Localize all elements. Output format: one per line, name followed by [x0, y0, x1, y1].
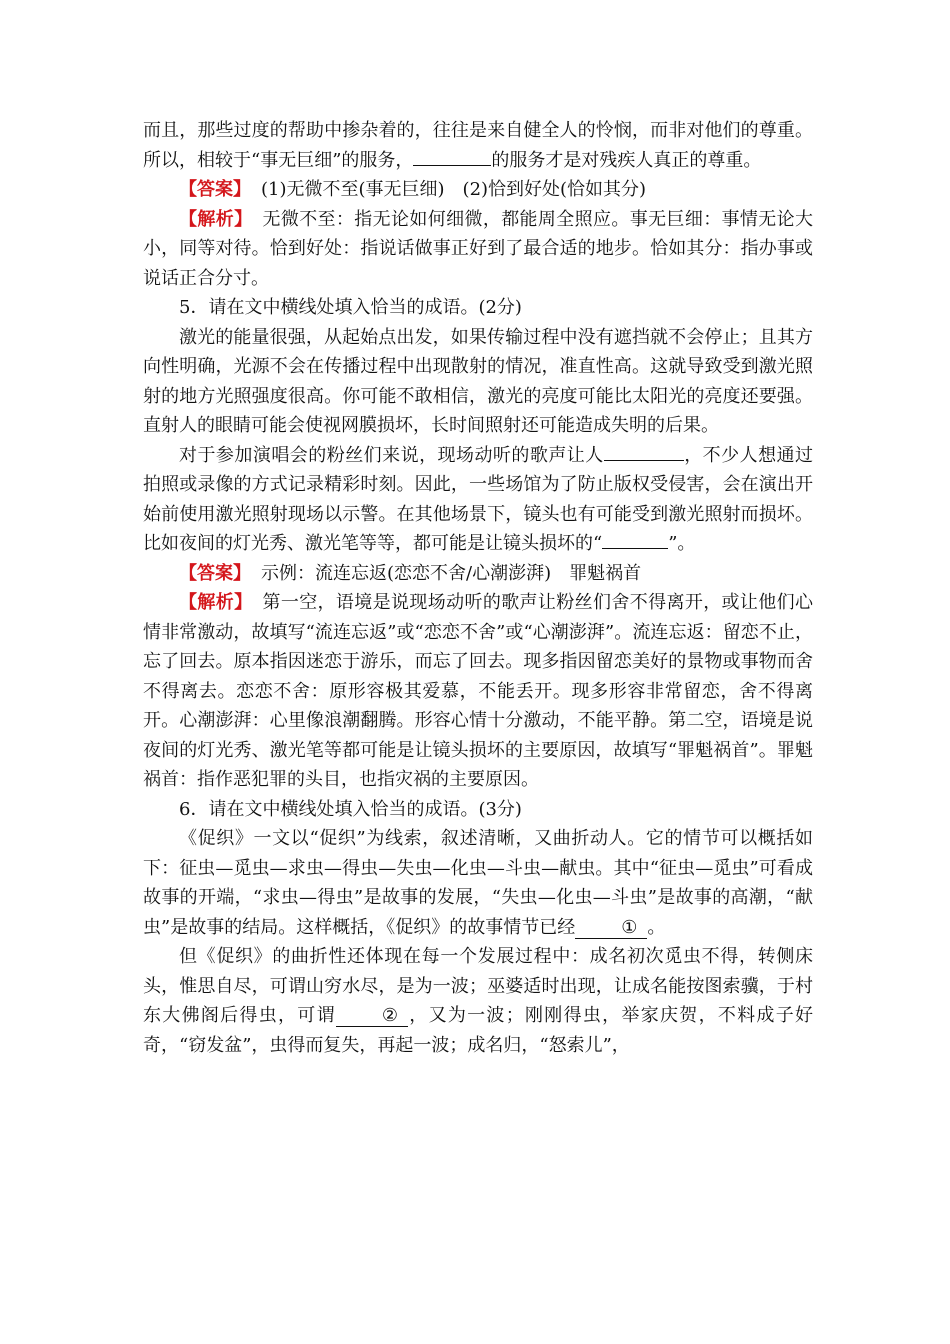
answer-tag: 【答案】: [179, 179, 251, 200]
q5-title: 5．请在文中横线处填入恰当的成语。(2分): [179, 297, 522, 318]
q4-answer: 【答案】 (1)无微不至(事无巨细) (2)恰到好处(恰如其分): [179, 179, 647, 200]
q6-title: 6．请在文中横线处填入恰当的成语。(3分): [179, 798, 522, 820]
document-page: [143, 116, 813, 1060]
q4-analysis: 【解析】 无微不至：指无论如何细微，都能周全照应。事无巨细：事情无论大小，同等对待。恰到好处：指说话做事正好到了最合适的地步。恰如其分：指办事或说话正合分寸。: [143, 208, 814, 289]
q5-paragraph-1: 激光的能量很强，从起始点出发，如果传输过程中没有遮挡就不会停止；且其方向性明确，光源不会在传播过程中出现散射的情况，准直性高。这就导致受到激光照射的地方光照强度很高。你可能不敢相信，激光的亮度可能比太阳光的亮度还要强。直射人的眼睛可能会使视网膜损坏，长时间照射还可能造成失明的后果。: [143, 326, 813, 436]
numbered-blank-2: ②: [336, 1006, 408, 1027]
numbered-blank-1: ①: [575, 918, 647, 939]
q6-paragraph-1: 《促织》一文以“促织”为线索，叙述清晰，又曲折动人。它的情节可以概括如下：征虫—觅虫—求虫—得虫—失虫—化虫—斗虫—献虫。其中“征虫—觅虫”可看成故事的开端，“求虫—得虫”是故事的发展，“失虫—化虫—斗虫”是故事的高潮，“献虫”是故事的结局。这样概括，《促织》的故事情节已经 ① 。: [143, 828, 813, 938]
q5-paragraph-2: 对于参加演唱会的粉丝们来说，现场动听的歌声让人 ，不少人想通过拍照或录像的方式记录精彩时刻。因此，一些场馆为了防止版权受侵害，会在演出开始前使用激光照射现场以示警。在其他场景下，镜头也有可能受到激光照射而损坏。比如夜间的灯光秀、激光笔等等，都可能是让镜头损坏的“ ”。: [143, 441, 813, 559]
q5-analysis: 【解析】 第一空，语境是说现场动听的歌声让粉丝们舍不得离开，或让他们心情非常激动，故填写“流连忘返”或“恋恋不舍”或“心潮澎湃”。流连忘返：留恋不止，忘了回去。原本指因迷恋于游乐，而忘了回去。现多指因留恋美好的景物或事物而舍不得离去。恋恋不舍：原形容极其爱慕，不能丢开。现多形容非常留恋，舍不得离开。心潮澎湃：心里像浪潮翻腾。形容心情十分激动，不能平静。第二空，语境是说夜间的灯光秀、激光笔等都可能是让镜头损坏的主要原因，故填写“罪魁祸首”。罪魁祸首：指作恶犯罪的头目，也指灾祸的主要原因。: [143, 592, 814, 790]
q5-answer: 【答案】 示例：流连忘返(恋恋不舍/心潮澎湃) 罪魁祸首: [179, 562, 642, 584]
answer-blank: [604, 442, 684, 461]
analysis-tag: 【解析】: [179, 592, 253, 613]
analysis-tag: 【解析】: [179, 208, 253, 230]
q4-text: 而且，那些过度的帮助中掺杂着的，往往是来自健全人的怜悯，而非对他们的尊重。所以，相较于“事无巨细”的服务， 的服务才是对残疾人真正的尊重。: [143, 120, 813, 171]
answer-blank: [602, 530, 668, 549]
answer-blank: [413, 147, 491, 166]
answer-tag: 【答案】: [179, 562, 251, 584]
q6-paragraph-2: 但《促织》的曲折性还体现在每一个发展过程中：成名初次觅虫不得，转侧床头，惟思自尽，可谓山穷水尽，是为一波；巫婆适时出现，让成名能按图索骥，于村东大佛阁后得虫，可谓 ② ，又为一波；刚刚得虫，举家庆贺，不料成子好奇，“窃发盆”，虫得而复失，再起一波；成名归，“怒索儿”，: [143, 946, 813, 1056]
